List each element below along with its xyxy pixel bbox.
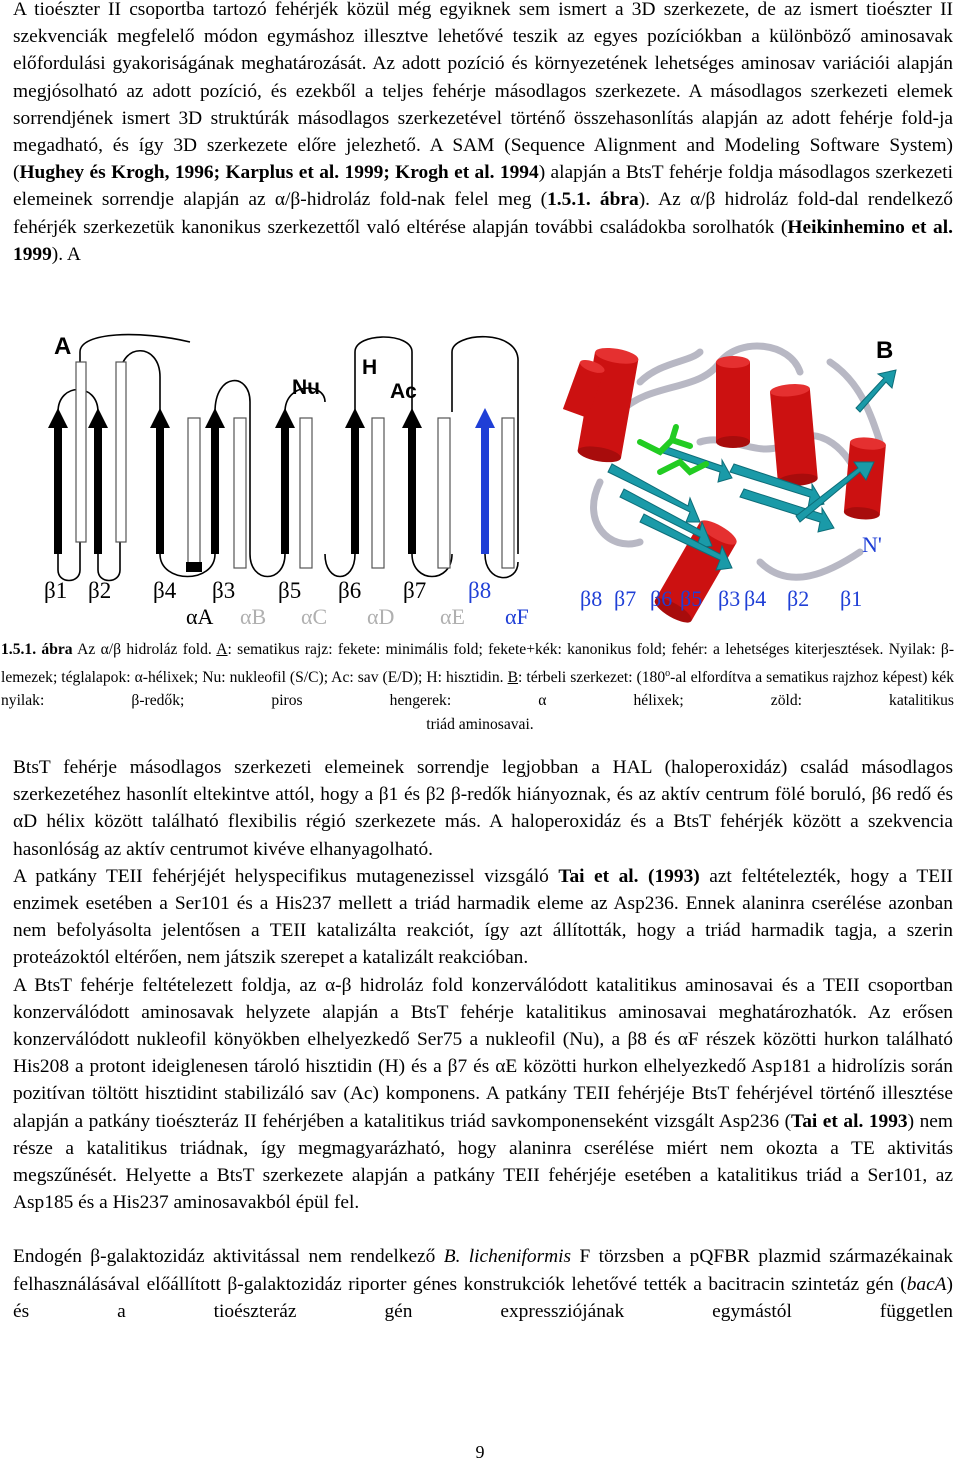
- strand-arrow: [402, 408, 422, 554]
- helix-rect: [76, 362, 86, 542]
- helix-rect: [372, 418, 384, 568]
- intro-text: A tioészter II csoportba tartozó fehérjék közül még egyiknek sem ismert a 3D szerkezete, de az ismert tioészter II szekvenciák megfelelő módon egymáshoz illesztve lehetővé teszik az egyes pozíciókban a különböző aminosavak előfordulási gyakoriságának meghatározását. Az adott pozíció és környezetének lehetséges aminosav variációi alapján megjósolható az adott pozíció, és ezekből a teljes fehérje másodlagos szerkezete. A másodlagos szerkezeti elemek sorrendjének ismert 3D struktúrák másodlagos szerkezetével történő összehasonlítás alapján az adott fehérje fold-ja megadható, és így 3D szerkezete előre jelezhető. A SAM (Sequence Alignment and Modeling Software System) (: [13, 0, 953, 184]
- paragraph-text: F törzsben a pQFBR plazmid származékainak felhasználásával előállított β-galaktozidáz riporter génes konstrukciók lehetővé tették a bacitracin szintetáz gén (: [13, 1246, 953, 1295]
- n-terminus-label: N': [862, 532, 882, 557]
- caption-text: Az α/β hidroláz fold.: [72, 641, 217, 658]
- page-number: 9: [475, 1442, 485, 1462]
- species-name: B. licheniformis: [443, 1246, 572, 1268]
- strand-labels-a: [44, 578, 491, 603]
- paragraph-text: Endogén β-galaktozidáz aktivitással nem rendelkező: [13, 1246, 444, 1268]
- gene-name: bacA: [906, 1273, 947, 1295]
- strand-label: β6: [650, 586, 673, 611]
- strand-label: β2: [88, 578, 112, 603]
- intro-text: ). A: [51, 243, 81, 265]
- helix-cylinder: [716, 356, 750, 448]
- caption-line: [1, 638, 960, 713]
- strand-arrows: [48, 408, 495, 554]
- helix-label: αB: [240, 604, 267, 629]
- strand-label: β3: [212, 578, 236, 603]
- helix-label-blue: αF: [505, 604, 529, 629]
- paragraph-spacer: [13, 1216, 953, 1243]
- helix-rect: [116, 362, 126, 542]
- helix-label: αD: [367, 604, 395, 629]
- helix-label: αE: [440, 604, 465, 629]
- strand-label: β3: [718, 586, 741, 611]
- strand-label: β7: [614, 586, 637, 611]
- citation: Tai et al. (1993): [558, 865, 700, 887]
- paragraph-text: A patkány TEII fehérjéjét helyspecifikus mutagenezissel vizsgáló: [13, 865, 559, 887]
- strand-arrow: [275, 408, 295, 554]
- citation: Tai et al. 1993: [791, 1110, 908, 1132]
- caption-line: triád aminosavai.: [426, 715, 534, 733]
- panel-a-label: A: [54, 333, 72, 360]
- helix-labels-a: [186, 604, 529, 629]
- strand-arrow: [88, 408, 108, 554]
- body-text: [13, 754, 953, 1325]
- helix-rect: [234, 418, 246, 568]
- caption-superscript: o: [665, 667, 671, 679]
- helix-label: αC: [301, 604, 328, 629]
- strand-arrow-blue: [475, 408, 495, 554]
- strand-label: β8: [580, 586, 603, 611]
- strand-label: β2: [787, 586, 810, 611]
- paragraph-text: ) nem része a katalitikus triádnak, így megmagyarázható, hogy alaninra cserélése miért nem okozta a TE aktivitás megszűnését. Helyette a BtsT szerkezete alapján a patkány TEII fehérjéje esetében a katalitikus triád a Ser101, az Asp185 és a His237 aminosavakból épül fel.: [13, 1110, 953, 1214]
- strand-label-blue: β8: [468, 578, 492, 603]
- intro-text: ) alapján a BtsT fehérje foldja másodlagos szerkezeti elemeinek sorrendje alapján az α/β-hidroláz fold-nak felel meg (: [13, 162, 954, 211]
- figure-1-5-1: [0, 322, 960, 634]
- paragraph-text: A BtsT fehérje feltételezett foldja, az α-β hidroláz fold konzerválódott katalitikus aminosavai és a TEII csoportban konzerválódott aminosavak helyzete alapján a BtsT fehérje katalitikus aminosavai meghatározhatók. Az erősen konzerválódott nukleofil könyökben elhelyezkedő Ser75 a nukleofil (Nu), a β8 és αF részek közötti hurkon található His208 a protont ideiglenesen tároló hisztidin (H) és a β7 és αE közötti hurkon elhelyezkedő Asp181 a hidrolízis során pozitívan töltött hisztidint stabilizáló sav (Ac) komponens. A patkány TEII fehérjéje BtsT fehérjével történő illesztése alapján a patkány tioészteráz II fehérjében a katalitikus triád savkomponenseként vizsgált Asp236 (: [13, 974, 953, 1132]
- intro-paragraph: [13, 0, 953, 268]
- strand-label: β5: [680, 586, 703, 611]
- strand-arrow: [205, 408, 225, 554]
- helix-rect: [438, 418, 450, 568]
- figure-reference: 1.5.1. ábra: [547, 189, 639, 211]
- caption-text: : sematikus rajz: fekete: minimális fold; fekete+kék: kanonikus fold; fehér: a lehetséges kiterjesztések. Nyilak: β-lemezek; téglalapok: α-hélixek; Nu: nukleofil (S/C); Ac: sav (E/D); H: hisztidin.: [1, 641, 955, 686]
- strand-arrow: [48, 408, 68, 554]
- black-helices: [186, 562, 202, 572]
- strand-label: β1: [840, 586, 863, 611]
- citation: Hughey és Krogh, 1996; Karplus et al. 1999; Krogh et al. 1994: [19, 162, 539, 184]
- strand-label: β4: [744, 586, 767, 611]
- caption-text: : térbeli szerkezet: (180: [518, 668, 666, 686]
- caption-text: -al elfordítva a sematikus rajzhoz képest) kék nyilak: β-redők; piros hengerek: α hélixek; zöld: katalitikus: [1, 668, 955, 710]
- helix-rect: [188, 418, 200, 568]
- strand-label: β7: [403, 578, 427, 603]
- figure-caption: [0, 638, 960, 737]
- figure-svg: [0, 322, 960, 634]
- strand-label: β6: [338, 578, 362, 603]
- helix-cylinder: [769, 383, 818, 488]
- nu-label: Nu: [292, 376, 320, 399]
- paragraph: [13, 863, 953, 972]
- intro-text: ). Az α/β hidroláz fold-dal rendelkező fehérjék szerkezetük kanonikus szerkezettől való eltérése alapján további családokba sorolhatók (: [13, 189, 953, 238]
- paragraph-text: ) és a tioészteráz gén expressziójának egymástól független: [13, 1273, 953, 1322]
- paragraph: [13, 972, 953, 1217]
- panel-b-label: B: [876, 337, 894, 364]
- paragraph-text: azt feltételezték, hogy a TEII enzimek esetében a Ser101 és a His237 mellett a triád harmadik eleme az Asp236. Ennek alaninra cserélése azonban nem befolyásolta jelentősen a TEII katalizálta reakciót, így azt állították, hogy a triád harmadik tagja, a szerin proteázoktól eltérően, nem játszik szerepet a katalizált reakcióban.: [13, 865, 954, 969]
- caption-label: 1.5.1. ábra: [1, 641, 73, 658]
- ac-label: Ac: [390, 380, 417, 403]
- helix-label: αA: [186, 604, 214, 629]
- strand-label: β5: [278, 578, 302, 603]
- strand-arrow: [345, 408, 365, 554]
- strand-labels-b: [580, 586, 862, 611]
- paragraph: [13, 1243, 953, 1325]
- paragraph: BtsT fehérje másodlagos szerkezeti elemeinek sorrendje legjobban a HAL (haloperoxidáz) család másodlagos szerkezetéhez hasonlít eltekintve attól, hogy a β1 és β2 β-redők hiányoznak, és az aktív centrum fölé boruló, β6 redő és αD hélix között található flexibilis régió szerkezete más. A haloperoxidáz és a BtsT fehérjék között a szekvencia hasonlóság az aktív centrumot kivéve elhanyagolható.: [13, 757, 953, 860]
- citation: Heikinhemino et al. 1999: [13, 216, 953, 265]
- helix-foot: [186, 562, 202, 572]
- h-label: H: [362, 356, 378, 379]
- helix-rect: [300, 418, 312, 568]
- strand-label: β4: [153, 578, 177, 603]
- helix-rect: [502, 418, 514, 568]
- strand-arrow: [150, 408, 170, 554]
- strand-label: β1: [44, 578, 68, 603]
- ribbon-structure: [563, 345, 896, 627]
- caption-panel-ref: A: [216, 641, 228, 658]
- caption-panel-ref: B: [507, 668, 519, 686]
